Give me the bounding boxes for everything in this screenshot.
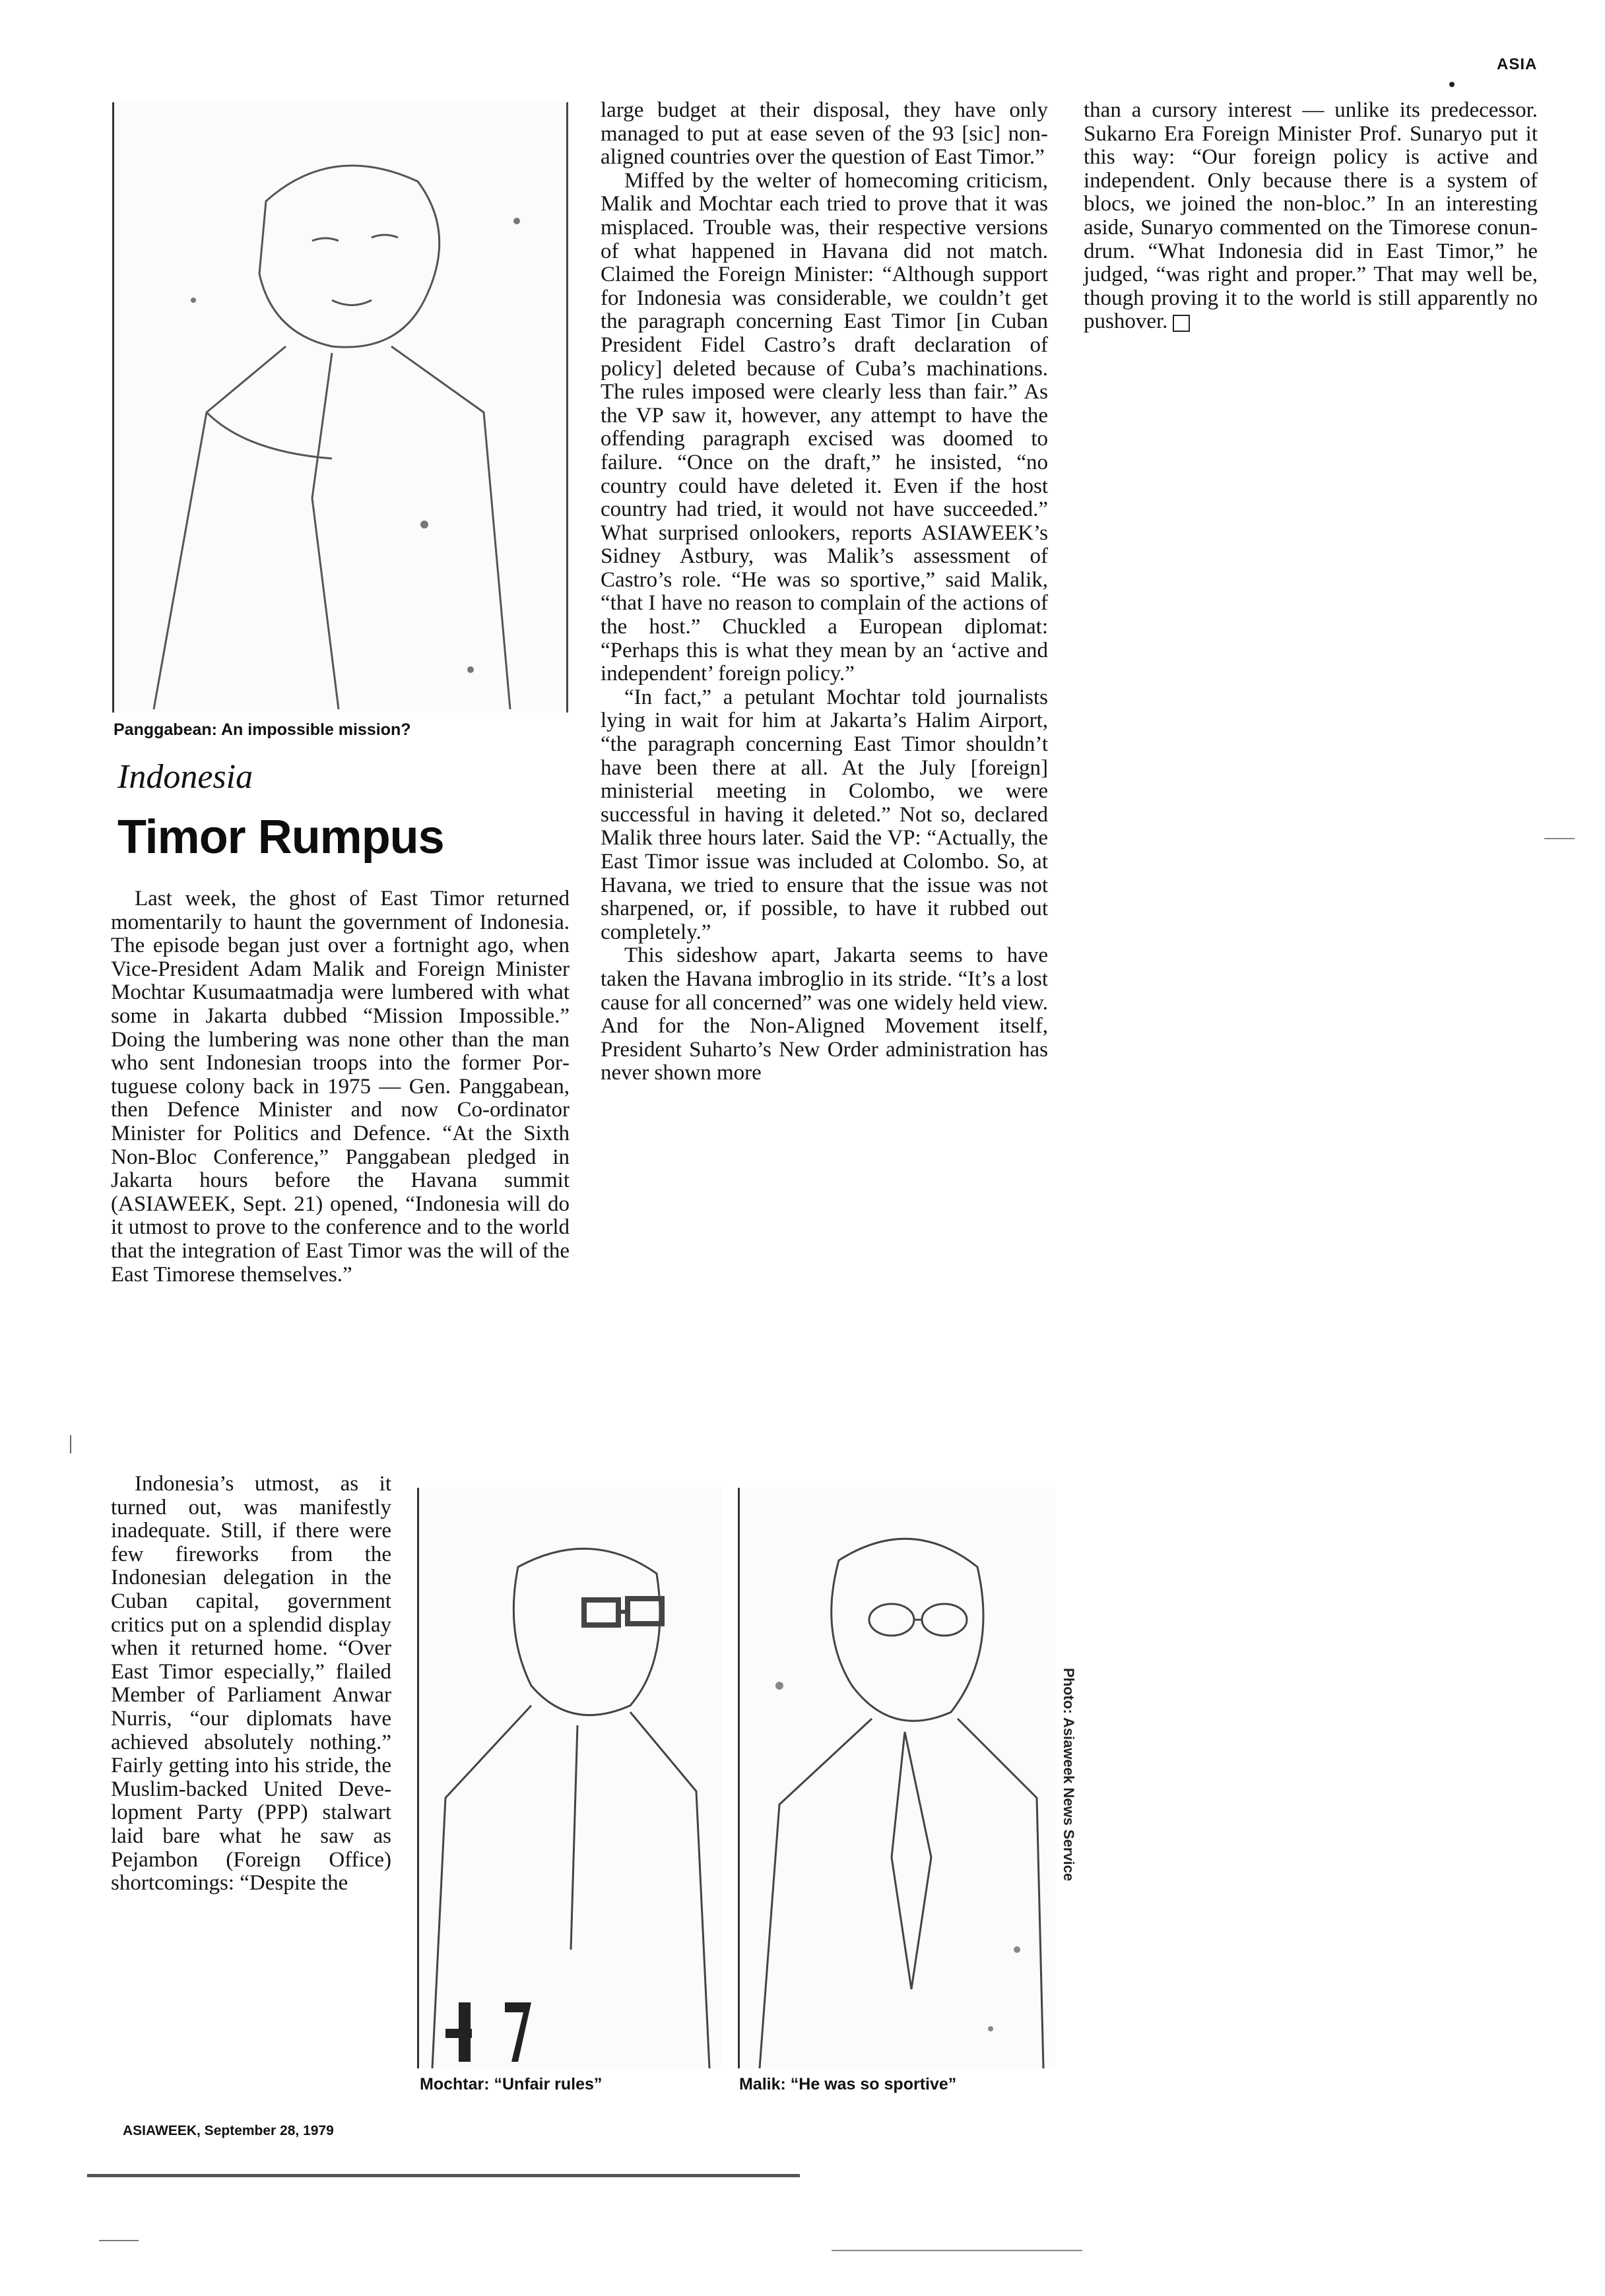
paragraph: Indonesia’s utmost, as it turned out, was manifestly inadequate. Still, if there were few fireworks from the Indonesian delegation in the Cuban capital, government critics put on a splendid display when it returned home. “Over East Timor especially,” flailed Member of Parliament Anwar Nurris, “our diplomats have achieved absolutely nothing.” Fairly getting into his stride, the Muslim-backed United Development Party (PPP) stalwart laid bare what he saw as Pejambon (Foreign Office) shortcomings: “Despite the xyxy=(111,1472,391,1896)
article-col1-top xyxy=(111,887,570,1287)
photo-credit: Photo: Asiaweek News Service xyxy=(1061,1668,1077,1882)
panggabean-photo xyxy=(112,102,568,713)
right-margin-mark xyxy=(1544,838,1575,839)
mochtar-photo xyxy=(417,1488,721,2068)
malik-portrait xyxy=(740,1488,1055,2068)
header-dot xyxy=(1449,82,1455,87)
scan-edge-line-right xyxy=(832,2250,1082,2251)
malik-photo xyxy=(738,1488,1055,2068)
paragraph: Miffed by the welter of homecoming criticism, Malik and Mochtar each tried to prove that it was misplaced. Trouble was, their respective versions of what happened in Havana did not match. Claimed the Foreign Minister: “Although support for Indonesia was considerable, we couldn’t get the paragraph concerning East Timor [in Cuban President Fidel Castro’s draft declaration of policy] deleted because of Cuba’s machinations. The rules imposed were clearly less than fair.” As the VP saw it, however, any attempt to have the offending paragraph excised was doomed to failure. “Once on the draft,” he insisted, “no country could have deleted it. Even if the host country had tried, it would not have succeeded.” What surprised onlookers, reports ASIAWEEK’s Sidney Astbury, was Malik’s assessment of Castro’s role. “He was so sportive,” said Malik, “that I have no reason to complain of the actions of the host.” Chuckled a European diplomat: “Perhaps this is what they mean by an ‘active and independent’ foreign policy.” xyxy=(601,168,1048,686)
scan-edge-line-left xyxy=(99,2240,139,2241)
end-mark xyxy=(1173,315,1190,332)
paragraph: “In fact,” a petulant Mochtar told journalists lying in wait for him at Jakarta’s Halim Airport, “the paragraph concerning East Timor shouldn’t have been there at all. At the July [foreign] ministerial meeting in Colombo, we were successful in having it deleted.” Not so, declared Malik three hours later. Said the VP: “Actually, the East Timor issue was included at Colombo. So, at Havana, we tried to ensure that the issue was not sharpened, or, if possible, to have it rubbed out completely.” xyxy=(601,685,1048,944)
top-photo-caption: Panggabean: An impossible mission? xyxy=(114,720,411,739)
scan-edge-line xyxy=(87,2174,800,2177)
publication-footer: ASIAWEEK, September 28, 1979 xyxy=(123,2123,334,2138)
article-col3 xyxy=(1084,99,1538,334)
article-col2 xyxy=(601,99,1048,1085)
mochtar-portrait xyxy=(419,1488,721,2068)
section-label: Indonesia xyxy=(117,758,253,796)
headline: Timor Rumpus xyxy=(117,811,444,864)
paragraph: Last week, the ghost of East Timor returned momentarily to haunt the government of Indonesia. The episode began just over a fortnight ago, when Vice-President Adam Malik and Foreign Minister Mochtar Kusumaatmadja were lumbered with what some in Jakarta dubbed “Mission Impossible.” Doing the lumbering was none other than the man who sent Indonesian troops into the former Portuguese colony back in 1975 — Gen. Panggabean, then Defence Minister and now Co-ordinator Minister for Politics and Defence. “At the Sixth Non-Bloc Conference,” Panggabean pledged in Jakarta hours before the Havana summit (ASIAWEEK, Sept. 21) opened, “Indonesia will do it utmost to prove to the conference and to the world that the integration of East Timor was the will of the East Timorese themselves.” xyxy=(111,887,570,1287)
paragraph: large budget at their disposal, they have only managed to put at ease seven of the 93 [sic] non-aligned countries over the question of East Timor.” xyxy=(601,98,1048,170)
paragraph xyxy=(1084,99,1538,334)
portrait-sketch xyxy=(114,102,566,713)
margin-mark xyxy=(70,1435,71,1453)
col3-text: than a cursory interest — unlike its predecessor. Sukarno Era Foreign Minister Prof. Sunaryo put it this way: “Our foreign policy is active and independent. Only because there is a system of blocs, we joined the non-bloc.” In an interesting aside, Sunaryo commented on the Timorese conundrum. “What Indonesia did in East Timor,” he judged, “was right and proper.” That may well be, though proving it to the world is still apparently no pushover. xyxy=(1084,98,1538,334)
article-col1-bottom xyxy=(111,1473,391,1896)
mochtar-caption: Mochtar: “Unfair rules” xyxy=(420,2075,603,2093)
section-tag: ASIA xyxy=(1497,55,1538,73)
malik-caption: Malik: “He was so sportive” xyxy=(739,2075,957,2093)
paragraph: This sideshow apart, Jakarta seems to have taken the Havana imbroglio in its stride. “It’s a lost cause for all concerned” was one widely held view. And for the Non-Aligned Movement itself, President Suharto’s New Order administration has never shown more xyxy=(601,943,1048,1085)
